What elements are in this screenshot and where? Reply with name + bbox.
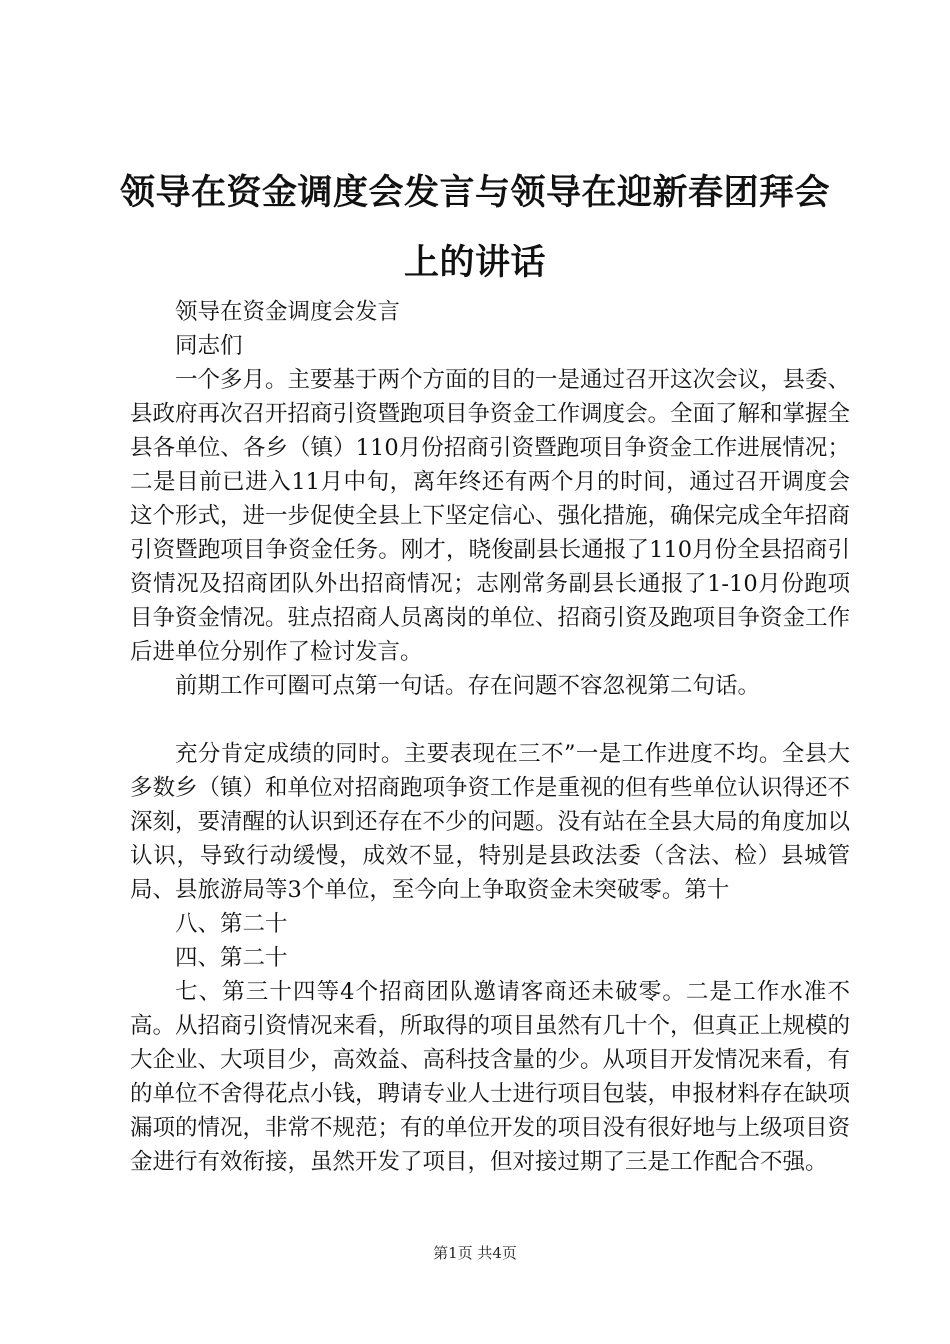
paragraph: 四、第二十 [175,945,288,971]
document-body [130,295,850,1179]
paragraph: 一个多月。主要基于两个方面的目的一是通过召开这次会议，县委、县政府再次召开招商引资暨跑项目争资金工作调度会。全面了解和掌握全县各单位、各乡（镇）110月份招商引资暨跑项目争资金工作进展情况；二是目前已进入11月中旬，离年终还有两个月的时间，通过召开调度会这个形式，进一步促使全县上下坚定信心、强化措施，确保完成全年招商引资暨跑项目争资金任务。刚才，晓俊副县长通报了110月份全县招商引资情况及招商团队外出招商情况；志刚常务副县长通报了1-10月份跑项目争资金情况。驻点招商人员离岗的单位、招商引资及跑项目争资金工作后进单位分别作了检讨发言。 [130,367,851,665]
paragraph-heading: 领导在资金调度会发言 [175,299,401,325]
document-title: 领导在资金调度会发言与领导在迎新春团拜会上的讲话 [119,172,830,283]
page-footer: 第1页 共4页 [433,1244,517,1262]
paragraph-salutation: 同志们 [175,333,243,359]
paragraph: 七、第三十四等4个招商团队邀请客商还未破零。二是工作水准不高。从招商引资情况来看，所取得的项目虽然有几十个，但真正上规模的大企业、大项目少，高效益、高科技含量的少。从项目开发情况来看，有的单位不舍得花点小钱，聘请专业人士进行项目包装，申报材料存在缺项漏项的情况，非常不规范；有的单位开发的项目没有很好地与上级项目资金进行有效衔接，虽然开发了项目，但对接过期了三是工作配合不强。 [130,979,851,1175]
paragraph: 前期工作可圈可点第一句话。存在问题不容忽视第二句话。 [175,673,761,699]
paragraph: 充分肯定成绩的同时。主要表现在三不”一是工作进度不均。全县大多数乡（镇）和单位对招商跑项争资工作是重视的但有些单位认识得还不深刻，要清醒的认识到还存在不少的问题。没有站在全县大局的角度加以认识，导致行动缓慢，成效不显，特别是县政法委（含法、检）县城管局、县旅游局等3个单位，至今向上争取资金未突破零。第十 [130,741,851,903]
paragraph: 八、第二十 [175,911,288,937]
